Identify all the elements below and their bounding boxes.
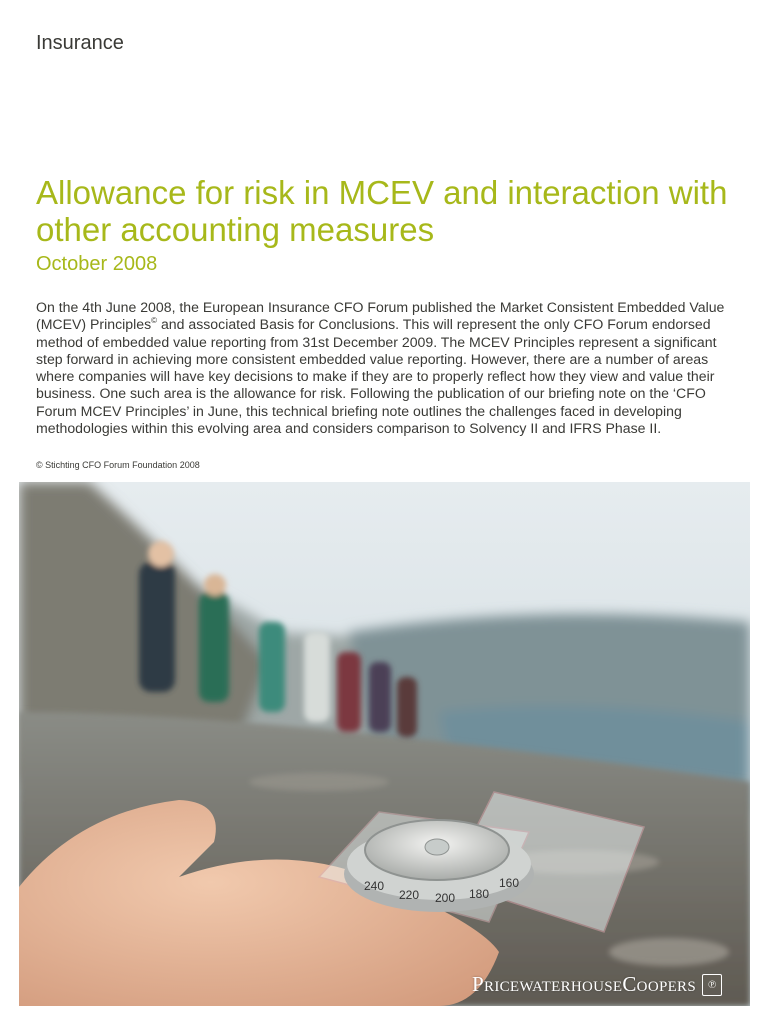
compass-label-180: 180 [468, 887, 490, 901]
logo-wordmark: PricewaterhouseCoopers [472, 972, 696, 996]
pwc-logo [472, 972, 722, 997]
section-label: Insurance [36, 32, 124, 54]
hikers-compass-illustration [19, 482, 750, 1006]
cover-photo [19, 482, 750, 1006]
intro-text-part1: On the 4th June 2008, the European Insurance CFO Forum published the Market Consistent Embedded Value (MCEV) Principles [36, 299, 725, 333]
compass-label-160: 160 [498, 876, 520, 890]
intro-paragraph [36, 299, 736, 437]
pwc-emblem-icon: ℗ [702, 974, 722, 996]
document-title: Allowance for risk in MCEV and interaction with other accounting measures [36, 174, 728, 248]
copyright-note: © Stichting CFO Forum Foundation 2008 [36, 460, 200, 470]
document-date: October 2008 [36, 253, 158, 275]
compass-label-240: 240 [363, 879, 385, 893]
copyright-superscript: © [151, 316, 158, 326]
compass-label-200: 200 [434, 891, 456, 905]
intro-text-part2: and associated Basis for Conclusions. This will represent the only CFO Forum endorsed method of embedded value reporting from 31st December 2009. The MCEV Principles represent a significant step forward in achieving more consistent embedded value reporting. However, there are a number of areas where companies will have key decisions to make if they are to properly reflect how they view and value their business. One such area is the allowance for risk. Following the publication of our briefing note on the ‘CFO Forum MCEV Principles’ in June, this technical briefing note outlines the challenges faced in developing methodologies within this evolving area and considers comparison to Solvency II and IFRS Phase II. [36, 316, 717, 437]
compass-label-220: 220 [398, 888, 420, 902]
